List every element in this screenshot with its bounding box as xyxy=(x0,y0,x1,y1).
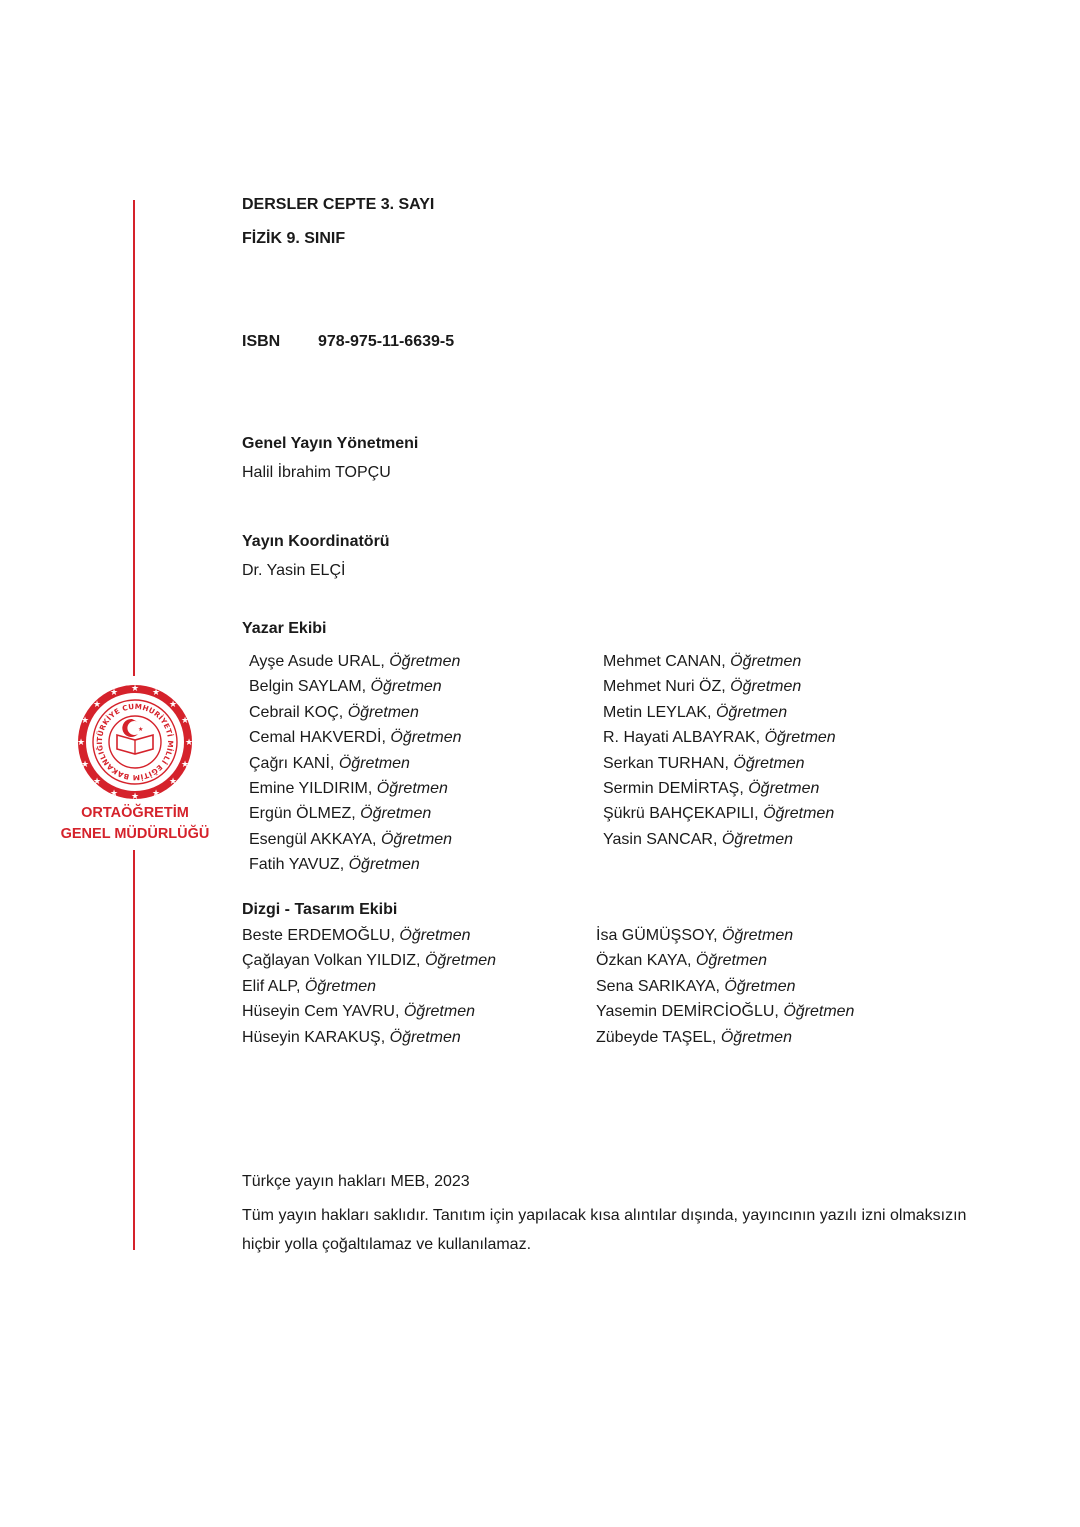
person-role: Öğretmen xyxy=(783,1003,855,1021)
person-entry xyxy=(596,923,854,948)
person-role: Öğretmen xyxy=(304,977,377,995)
person-role: Öğretmen xyxy=(764,729,836,747)
person-role: Öğretmen xyxy=(730,678,802,696)
person-name: Hüseyin KARAKUŞ, xyxy=(242,1028,386,1046)
person-name: R. Hayati ALBAYRAK, xyxy=(603,729,761,747)
design-left-list xyxy=(242,923,496,1050)
person-role: Öğretmen xyxy=(715,703,788,721)
person-role: Öğretmen xyxy=(360,805,432,823)
svg-text:★: ★ xyxy=(184,738,194,748)
person-role: Öğretmen xyxy=(390,729,462,747)
person-name: Mehmet Nuri ÖZ, xyxy=(603,678,726,696)
person-name: Zübeyde TAŞEL, xyxy=(596,1028,717,1046)
person-entry xyxy=(242,1025,496,1050)
design-team-heading: Dizgi - Tasarım Ekibi xyxy=(242,901,398,918)
person-role: Öğretmen xyxy=(370,678,442,696)
copyright-line1: Türkçe yayın hakları MEB, 2023 xyxy=(242,1173,470,1190)
meb-emblem-icon xyxy=(76,683,194,801)
person-role: Öğretmen xyxy=(695,952,768,970)
person-entry xyxy=(596,948,854,973)
person-entry xyxy=(242,974,496,999)
person-name: Yasin SANCAR, xyxy=(603,830,718,848)
person-entry xyxy=(242,999,496,1024)
isbn-value: 978-975-11-6639-5 xyxy=(318,333,455,350)
person-entry xyxy=(603,725,836,750)
svg-text:★: ★ xyxy=(168,777,178,787)
person-entry xyxy=(249,827,462,852)
svg-text:★: ★ xyxy=(130,684,140,694)
person-entry xyxy=(249,700,462,725)
svg-text:★: ★ xyxy=(76,738,86,748)
person-name: Metin LEYLAK, xyxy=(603,703,712,721)
person-entry xyxy=(603,751,836,776)
person-name: Cemal HAKVERDİ, xyxy=(249,729,386,747)
person-name: Özkan KAYA, xyxy=(596,952,692,970)
logo-caption-line2: GENEL MÜDÜRLÜĞÜ xyxy=(60,826,210,842)
svg-text:★: ★ xyxy=(151,789,161,799)
person-entry xyxy=(242,948,496,973)
person-name: Ayşe Asude URAL, xyxy=(249,653,385,670)
logo-ring-text: TÜRKİYE CUMHURİYETİ MİLLÎ EĞİTİM BAKANLIĞI xyxy=(94,701,176,783)
person-entry xyxy=(249,649,462,674)
person-role: Öğretmen xyxy=(721,927,794,944)
person-role: Öğretmen xyxy=(748,779,820,797)
person-name: Çağrı KANİ, xyxy=(249,754,335,772)
isbn-label: ISBN xyxy=(242,333,281,350)
editor-name: Halil İbrahim TOPÇU xyxy=(242,464,391,481)
person-role: Öğretmen xyxy=(389,1028,461,1046)
svg-text:★: ★ xyxy=(168,700,178,710)
person-entry xyxy=(249,776,462,801)
person-name: Belgin SAYLAM, xyxy=(249,678,367,696)
person-role: Öğretmen xyxy=(763,805,835,823)
series-title: DERSLER CEPTE 3. SAYI xyxy=(242,196,435,213)
red-rule-bottom xyxy=(133,850,135,1250)
svg-text:★: ★ xyxy=(109,688,119,698)
person-role: Öğretmen xyxy=(338,754,410,772)
person-name: Serkan TURHAN, xyxy=(603,754,729,772)
authors-right-list xyxy=(603,649,836,852)
person-entry xyxy=(249,725,462,750)
person-role: Öğretmen xyxy=(348,856,420,874)
person-entry xyxy=(596,974,854,999)
person-entry xyxy=(603,700,836,725)
svg-text:★: ★ xyxy=(138,726,144,733)
svg-text:★: ★ xyxy=(92,777,102,787)
red-rule-top xyxy=(133,200,135,676)
svg-text:★: ★ xyxy=(130,792,140,801)
svg-text:★: ★ xyxy=(80,716,90,726)
person-role: Öğretmen xyxy=(721,830,793,848)
copyright-line3: hiçbir yolla çoğaltılamaz ve kullanılamaz. xyxy=(242,1236,532,1253)
person-entry xyxy=(596,1025,854,1050)
person-role: Öğretmen xyxy=(424,952,497,970)
person-name: Sena SARIKAYA, xyxy=(596,977,720,995)
authors-left-list xyxy=(249,649,462,878)
person-entry xyxy=(249,852,462,877)
person-name: Yasemin DEMİRCİOĞLU, xyxy=(596,1003,779,1021)
copyright-line2: Tüm yayın hakları saklıdır. Tanıtım için yapılacak kısa alıntılar dışında, yayıncının yazılı izni olmaksızın xyxy=(242,1207,967,1224)
person-role: Öğretmen xyxy=(376,779,448,797)
person-role: Öğretmen xyxy=(403,1003,475,1021)
subject-title: FİZİK 9. SINIF xyxy=(242,230,346,247)
person-name: Çağlayan Volkan YILDIZ, xyxy=(242,952,421,970)
person-entry xyxy=(242,923,496,948)
svg-text:★: ★ xyxy=(151,688,161,698)
logo-caption-line1: ORTAÖĞRETİM xyxy=(81,805,189,821)
person-name: Elif ALP, xyxy=(242,977,301,995)
person-name: Emine YILDIRIM, xyxy=(249,779,373,797)
person-role: Öğretmen xyxy=(724,977,796,995)
person-role: Öğretmen xyxy=(399,927,471,944)
person-role: Öğretmen xyxy=(730,653,802,670)
person-role: Öğretmen xyxy=(347,703,419,721)
person-role: Öğretmen xyxy=(720,1028,792,1046)
person-entry xyxy=(249,751,462,776)
person-name: İsa GÜMÜŞSOY, xyxy=(596,927,718,944)
person-role: Öğretmen xyxy=(389,653,461,670)
svg-text:★: ★ xyxy=(109,789,119,799)
person-role: Öğretmen xyxy=(733,754,805,772)
person-entry xyxy=(603,649,836,674)
person-entry xyxy=(603,776,836,801)
svg-text:★: ★ xyxy=(180,716,190,726)
person-entry xyxy=(603,674,836,699)
person-name: Mehmet CANAN, xyxy=(603,653,726,670)
person-name: Beste ERDEMOĞLU, xyxy=(242,927,395,944)
person-name: Hüseyin Cem YAVRU, xyxy=(242,1003,400,1021)
person-name: Cebrail KOÇ, xyxy=(249,703,344,721)
meb-logo xyxy=(76,683,194,801)
svg-text:★: ★ xyxy=(80,760,90,770)
person-name: Ergün ÖLMEZ, xyxy=(249,805,356,823)
person-name: Esengül AKKAYA, xyxy=(249,830,377,848)
person-entry xyxy=(249,801,462,826)
svg-text:★: ★ xyxy=(180,760,190,770)
svg-text:★: ★ xyxy=(92,700,102,710)
person-entry xyxy=(603,801,836,826)
person-name: Sermin DEMİRTAŞ, xyxy=(603,779,744,797)
person-name: Fatih YAVUZ, xyxy=(249,856,345,874)
person-entry xyxy=(249,674,462,699)
person-role: Öğretmen xyxy=(380,830,453,848)
design-right-list xyxy=(596,923,854,1050)
coordinator-name: Dr. Yasin ELÇİ xyxy=(242,562,346,579)
authors-heading: Yazar Ekibi xyxy=(242,620,327,637)
editor-heading: Genel Yayın Yönetmeni xyxy=(242,435,419,452)
person-entry xyxy=(596,999,854,1024)
person-entry xyxy=(603,827,836,852)
person-name: Şükrü BAHÇEKAPILI, xyxy=(603,805,759,823)
coordinator-heading: Yayın Koordinatörü xyxy=(242,533,390,550)
